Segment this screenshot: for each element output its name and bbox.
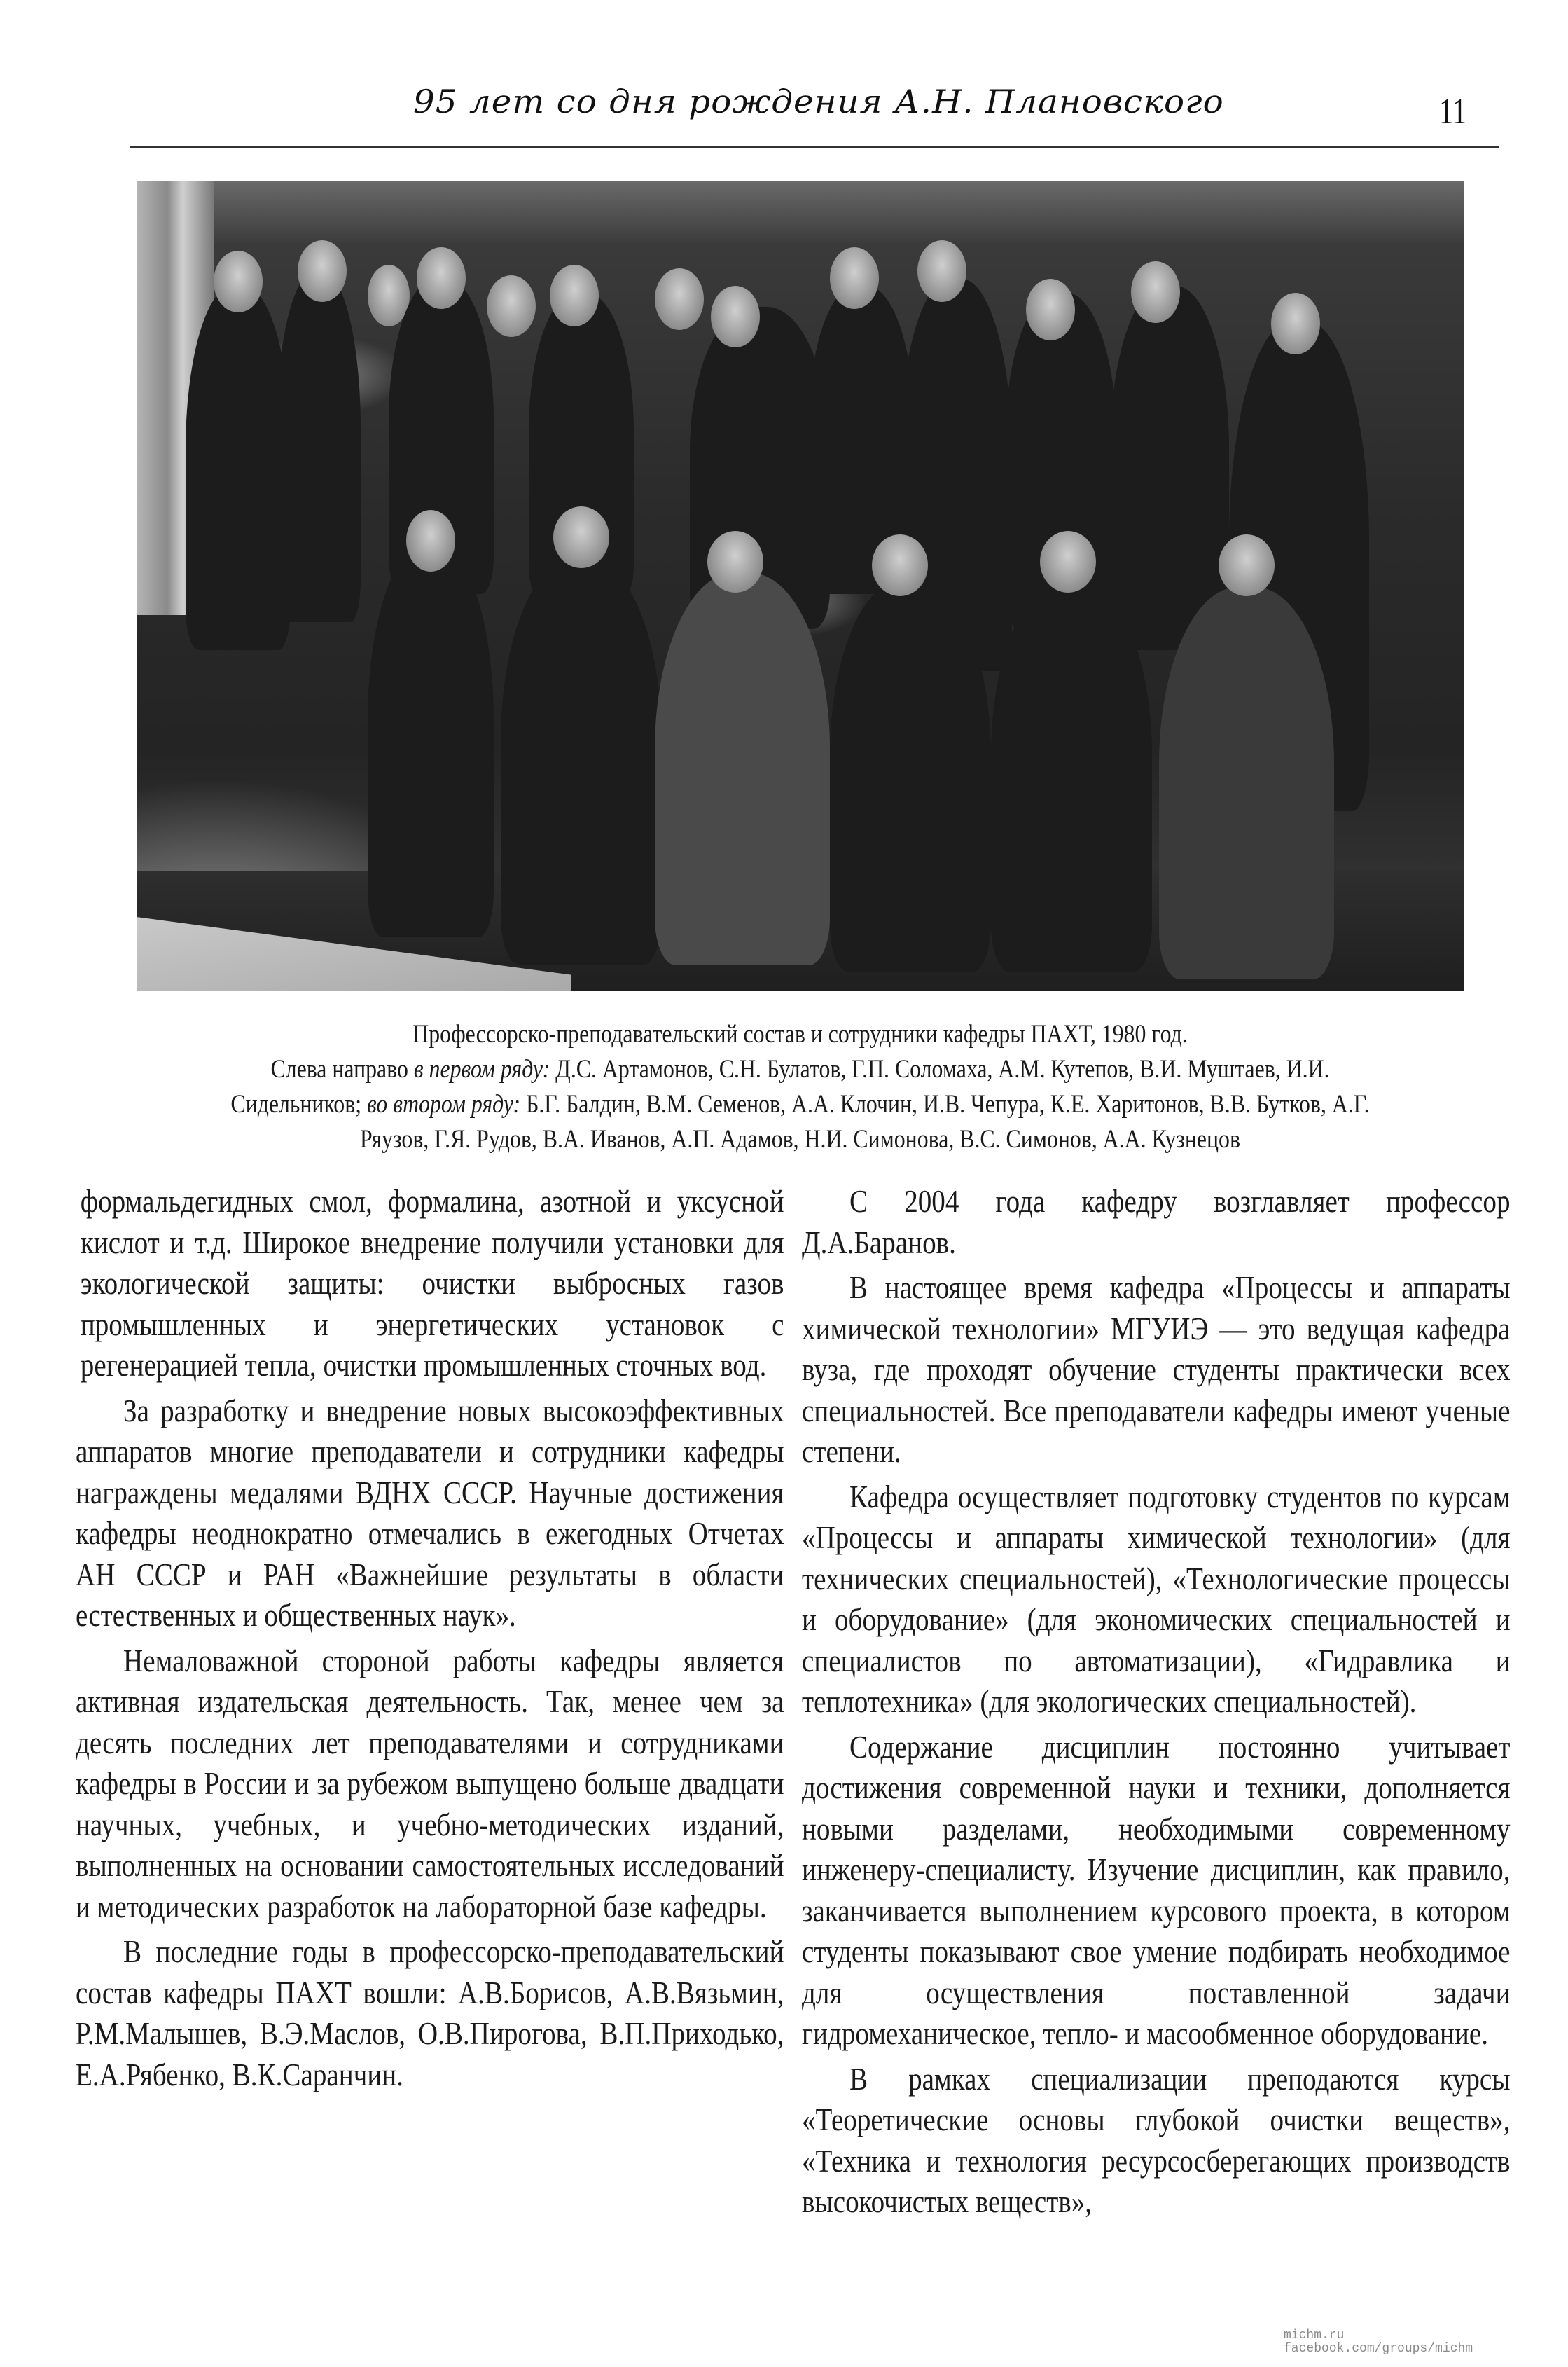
right-paragraph-2: В настоящее время кафедра «Процессы и аппараты химической технологии» МГУИЭ — это ведущая кафедра вуза, где проходят обучение студенты практически всех специальностей. Все преподаватели кафедры имеют ученые степени. — [802, 1269, 1511, 1469]
right-paragraph-5: В рамках специализации преподаются курсы «Теоретические основы глубокой очистки веществ», «Техника и технология ресурсосберегающих производств высокочистых веществ», — [802, 2060, 1511, 2219]
photo-face — [406, 510, 455, 572]
photo-face — [1219, 534, 1275, 596]
photo-caption — [230, 1017, 1371, 1157]
photo-face — [214, 251, 263, 312]
photo-face — [655, 268, 704, 330]
left-paragraph-2: За разработку и внедрение новых высокоэффективных аппаратов многие преподаватели и сотрудники кафедры награждены медалями ВДНХ СССР. Научные достижения кафедры неоднократно отмечались в ежегодных Отчетах АН СССР и РАН «Важнейшие результаты в области естественных и общественных наук». — [76, 1392, 784, 1633]
watermark-facebook-link[interactable]: facebook.com/groups/michm — [1284, 2342, 1473, 2356]
left-paragraph-3: Немаловажной стороной работы кафедры является активная издательская деятельность. Так, менее чем за десять последних лет преподавателями и сотрудниками кафедры в России и за рубежом выпущено больше двадцати научных, учебных, и учебно-методических изданий, выполненных на основании самостоятельных исследований и методических разработок на лабораторной базе кафедры. — [76, 1642, 784, 1924]
photo-face — [1131, 261, 1180, 323]
photo-face — [711, 286, 760, 347]
right-paragraph-3: Кафедра осуществляет подготовку студентов по курсам «Процессы и аппараты химической технологии» (для технических специальностей), «Технологические процессы и оборудование» (для экономических специальностей и специалистов по автоматизации), «Гидравлика и теплотехника» (для экологических специальностей). — [802, 1478, 1511, 1719]
photo-person — [277, 272, 361, 622]
photo-person — [1110, 286, 1229, 650]
photo-person — [655, 573, 830, 965]
photo-face — [417, 247, 466, 309]
right-paragraph-4: Содержание дисциплин постоянно учитывает достижения современной науки и техники, дополняется новыми разделами, необходимыми современному инженеру-специалисту. Изучение дисциплин, как правило, заканчивается выполнением курсового проекта, в котором студенты показывают свое умение подбирать необходимое для осуществления поставленной задачи гидромеханическое, тепло- и масообменное оборудование. — [802, 1728, 1511, 2051]
photo-face — [550, 265, 599, 326]
photo-person — [186, 286, 291, 650]
caption-row2-label: во втором ряду: — [367, 1090, 521, 1119]
running-head: 95 лет со дня рождения А.Н. Плановского — [413, 83, 1224, 120]
photo-face — [1040, 531, 1096, 593]
watermark — [1284, 2329, 1473, 2356]
header-rule — [130, 146, 1499, 148]
photo-person — [991, 580, 1152, 972]
left-paragraph-1: формальдегидных смол, формалина, азотной и уксусной кислот и т.д. Широкое внедрение получили установки для экологической защиты: очистки выбросных газов промышленных и энергетических установок с регенерацией тепла, очистки промышленных сточных вод. — [80, 1183, 784, 1383]
right-column — [802, 1181, 1511, 2223]
left-column — [76, 1181, 784, 2095]
photo-face — [917, 240, 966, 302]
photo-person — [830, 580, 991, 972]
photo-face — [1026, 279, 1075, 340]
photo-face — [707, 531, 763, 593]
photo-person — [1159, 587, 1334, 979]
photo-person — [501, 559, 662, 965]
caption-intro: Слева направо — [270, 1055, 414, 1084]
photo-face — [487, 275, 536, 337]
photo-face — [830, 247, 879, 309]
right-paragraph-1: С 2004 года кафедру возглавляет профессор Д.А.Баранов. — [802, 1183, 1511, 1260]
caption-title: Профессорско-преподавательский состав и сотрудники кафедры ПАХТ, 1980 год. — [412, 1020, 1188, 1049]
photo-face — [298, 240, 347, 302]
photo-person — [368, 545, 494, 937]
photo-face — [1271, 293, 1320, 354]
group-photo — [137, 181, 1464, 991]
caption-row1-label: в первом ряду: — [413, 1055, 550, 1084]
watermark-site-link[interactable]: michm.ru — [1284, 2328, 1345, 2342]
caption-names — [230, 1052, 1371, 1157]
page-number: 11 — [1439, 92, 1467, 132]
photo-face — [553, 506, 609, 568]
caption-row2-names: Б.Г. Балдин, В.М. Семенов, А.А. Клочин, И.В. Чепура, К.Е. Харитонов, В.В. Бутков, А.Г. Ряузов, Г.Я. Рудов, В.А. Иванов, А.П. Адамов, Н.И. Симонова, В.С. Симонов, А.А. Кузнецов — [360, 1090, 1370, 1154]
caption-row1-names: Д.С. Артамонов, С.Н. Булатов, Г.П. Соломаха, А.М. Кутепов, В.И. Муштаев, И.И. Сидельников; — [230, 1055, 1330, 1119]
left-paragraph-4: В последние годы в профессорско-преподавательский состав кафедры ПАХТ вошли: А.В.Борисов, А.В.Вязьмин, Р.М.Малышев, В.Э.Маслов, О.В.Пирогова, В.П.Приходько, Е.А.Рябенко, В.К.Саранчин. — [76, 1933, 784, 2092]
photo-face — [872, 534, 928, 596]
